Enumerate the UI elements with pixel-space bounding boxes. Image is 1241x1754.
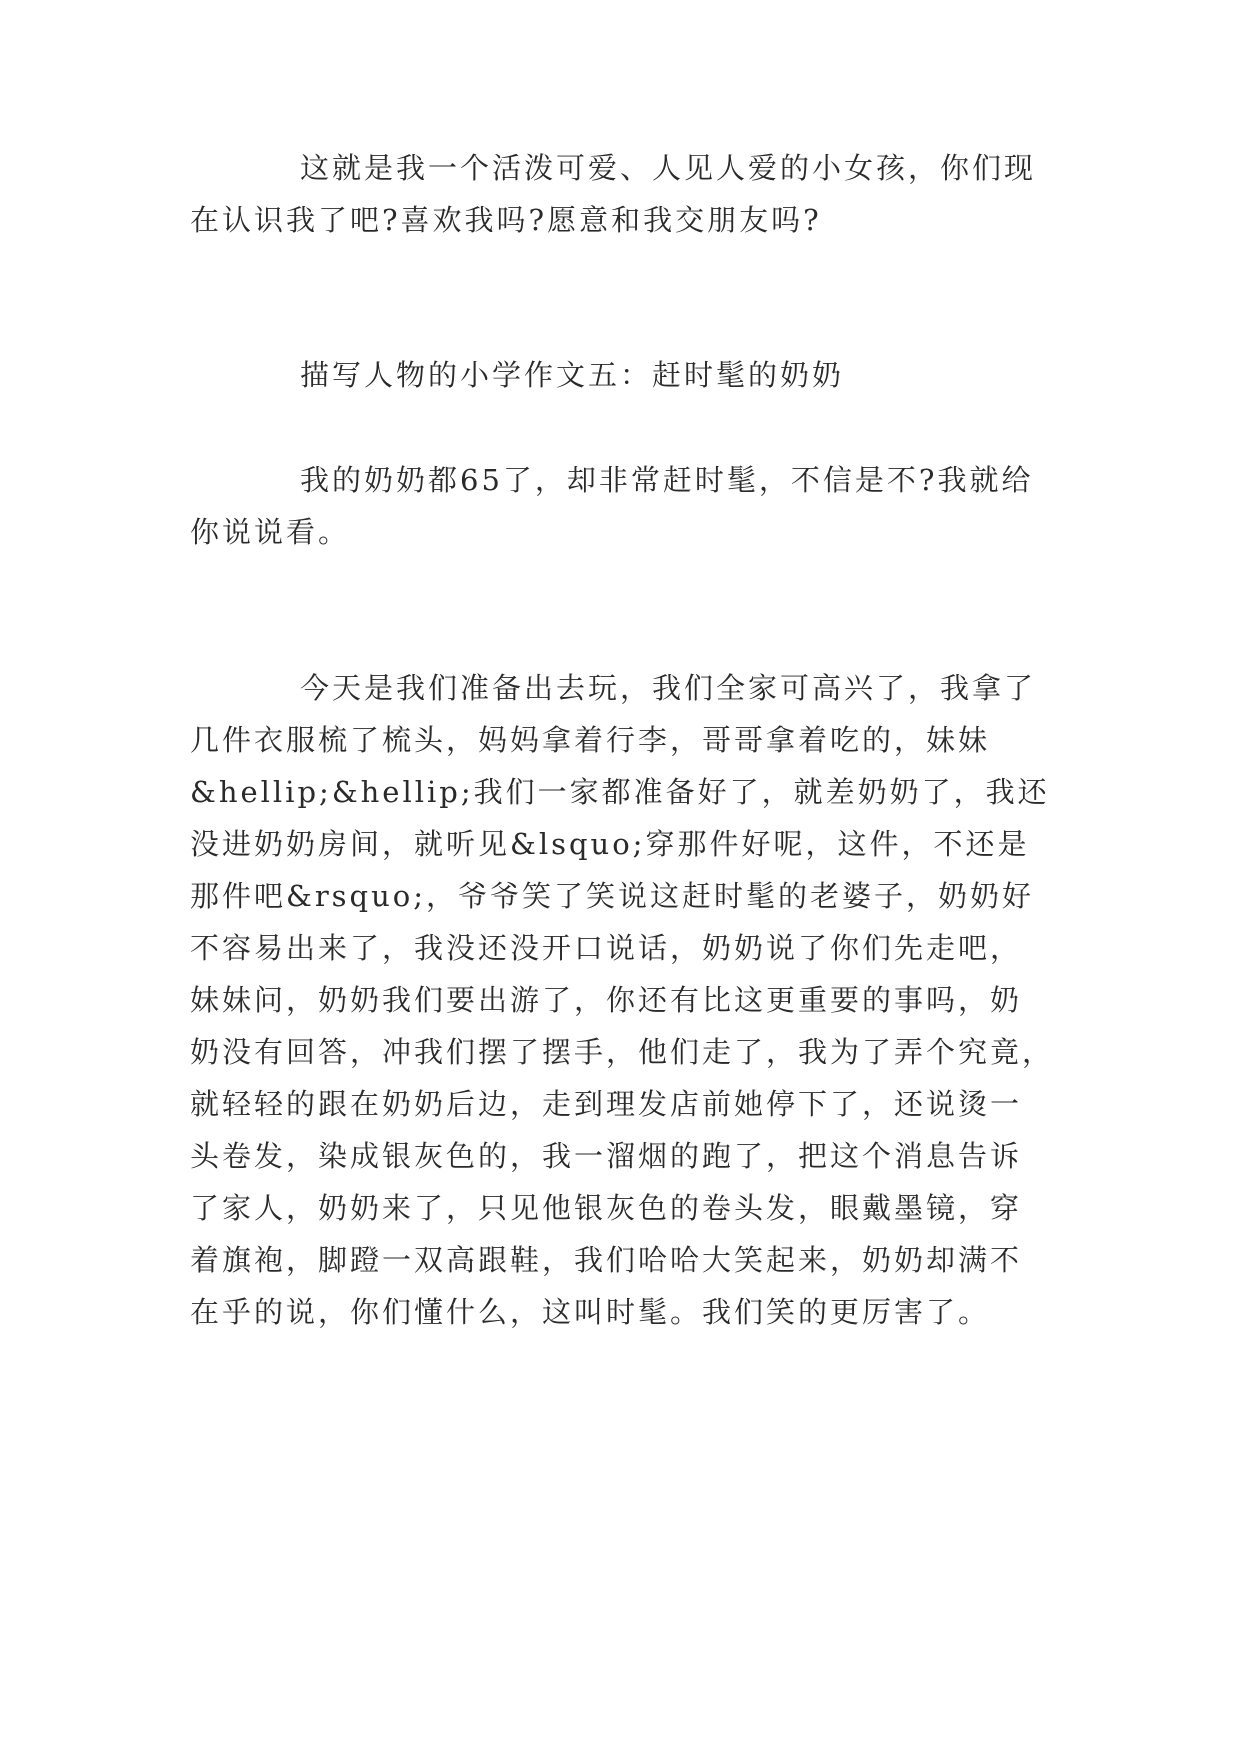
- section-heading: 描写人物的小学作文五：赶时髦的奶奶: [300, 358, 845, 392]
- paragraph-4-line-3: &hellip;&hellip;我们一家都准备好了，就差奶奶了，我还: [190, 775, 1050, 809]
- paragraph-4-line-2: 几件衣服梳了梳头，妈妈拿着行李，哥哥拿着吃的，妹妹: [190, 723, 991, 757]
- paragraph-1-line-1: 这就是我一个活泼可爱、人见人爱的小女孩，你们现: [300, 151, 1037, 185]
- paragraph-4-line-10: 头卷发，染成银灰色的，我一溜烟的跑了，把这个消息告诉: [190, 1139, 1023, 1173]
- paragraph-4-line-11: 了家人，奶奶来了，只见他银灰色的卷头发，眼戴墨镜，穿: [190, 1191, 1023, 1225]
- paragraph-4-line-9: 就轻轻的跟在奶奶后边，走到理发店前她停下了，还说烫一: [190, 1087, 1023, 1121]
- paragraph-4-line-5: 那件吧&rsquo;，爷爷笑了笑说这赶时髦的老婆子，奶奶好: [190, 879, 1035, 913]
- paragraph-4-line-8: 奶没有回答，冲我们摆了摆手，他们走了，我为了弄个究竟，: [190, 1035, 1055, 1069]
- paragraph-4-line-6: 不容易出来了，我没还没开口说话，奶奶说了你们先走吧，: [190, 931, 1023, 965]
- paragraph-4-line-7: 妹妹问，奶奶我们要出游了，你还有比这更重要的事吗，奶: [190, 983, 1023, 1017]
- paragraph-4-line-1: 今天是我们准备出去玩，我们全家可高兴了，我拿了: [300, 671, 1037, 705]
- paragraph-3-line-1: 我的奶奶都65了，却非常赶时髦，不信是不?我就给: [300, 463, 1034, 497]
- paragraph-3-line-2: 你说说看。: [190, 515, 351, 549]
- paragraph-1-line-2: 在认识我了吧?喜欢我吗?愿意和我交朋友吗?: [190, 203, 822, 237]
- paragraph-4-line-12: 着旗袍，脚蹬一双高跟鞋，我们哈哈大笑起来，奶奶却满不: [190, 1243, 1023, 1277]
- paragraph-4-line-13: 在乎的说，你们懂什么，这叫时髦。我们笑的更厉害了。: [190, 1295, 991, 1329]
- paragraph-4-line-4: 没进奶奶房间，就听见&lsquo;穿那件好呢，这件，不还是: [190, 827, 1030, 861]
